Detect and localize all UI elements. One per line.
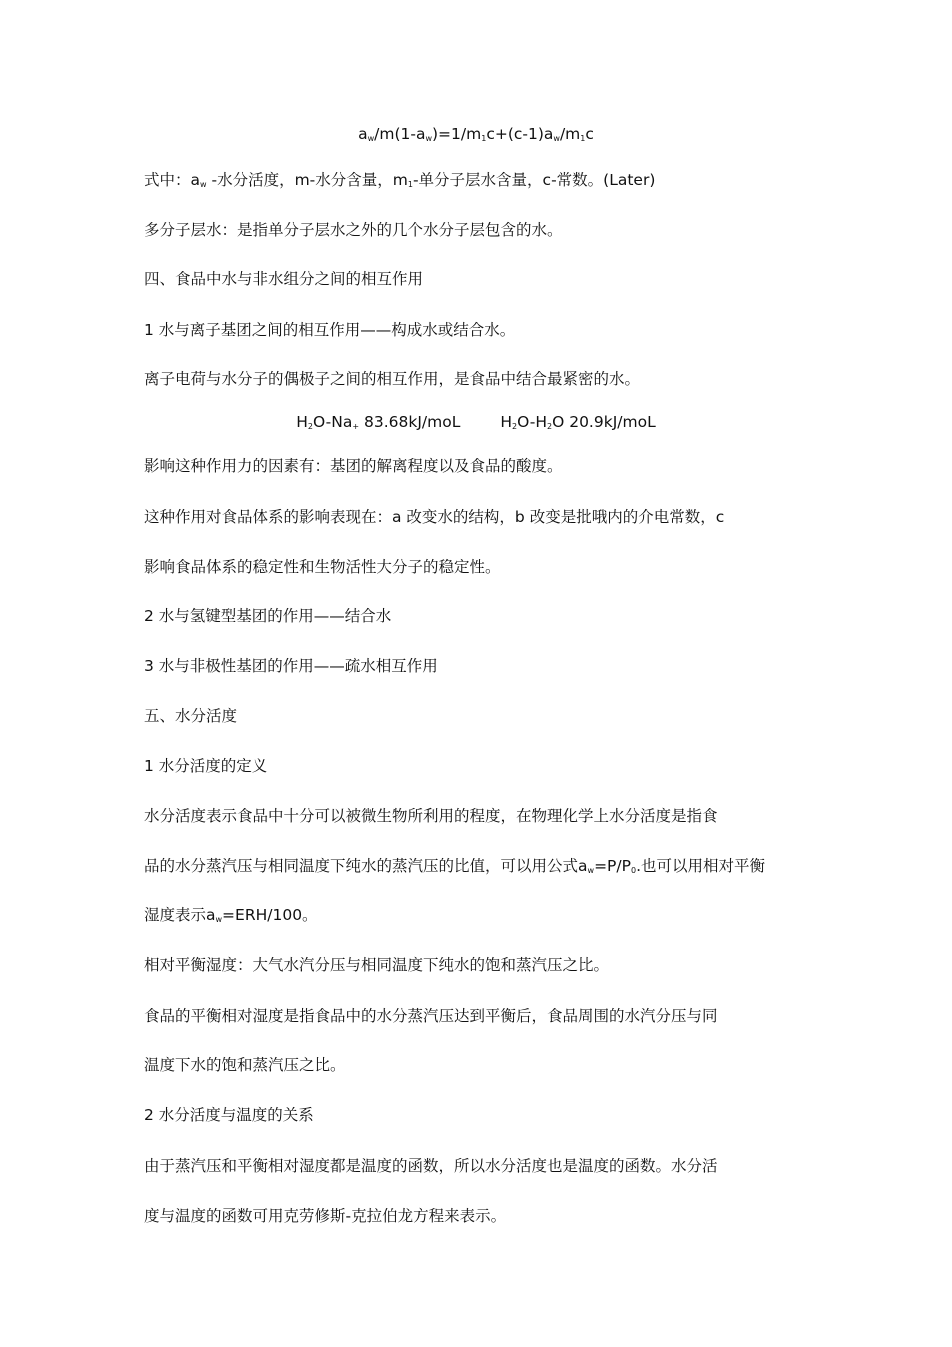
section-heading-interactions: 四、食品中水与非水组分之间的相互作用	[144, 270, 424, 288]
influencing-factors: 影响这种作用力的因素有：基团的解离程度以及食品的酸度。	[144, 457, 563, 475]
effects-line-1: 这种作用对食品体系的影响表现在：a 改变水的结构，b 改变是批哦内的介电常数，c	[144, 508, 725, 526]
subheading-definition: 1 水分活度的定义	[144, 757, 268, 775]
relative-humidity-definition: 相对平衡湿度：大气水汽分压与相同温度下纯水的饱和蒸汽压之比。	[144, 956, 610, 974]
energy-h2o: $H_2O-H_2O$ 20.9kJ/moL	[500, 413, 656, 431]
definition-line-3: 湿度表示$a_w=ERH/100$。	[144, 906, 318, 924]
energy-na: $H_2O-Na_+$ 83.68kJ/moL	[296, 413, 461, 431]
equation-legend: 式中：$a_w$ -水分活度，m-水分含量，$m_1-$单分子层水含量，c-常数。(Later)	[144, 171, 656, 189]
multilayer-water-definition: 多分子层水：是指单分子层水之外的几个水分子层包含的水。	[144, 221, 563, 239]
ion-interaction-description: 离子电荷与水分子的偶极子之间的相互作用，是食品中结合最紧密的水。	[144, 370, 641, 388]
bond-energy-line	[0, 412, 952, 432]
erh-line-1: 食品的平衡相对湿度是指食品中的水分蒸汽压达到平衡后，食品周围的水汽分压与同	[144, 1007, 718, 1025]
item-ion-interaction: 1 水与离子基团之间的相互作用——构成水或结合水。	[144, 321, 516, 339]
erh-line-2: 温度下水的饱和蒸汽压之比。	[144, 1056, 346, 1074]
definition-line-2: 品的水分蒸汽压与相同温度下纯水的蒸汽压的比值，可以用公式$a_w=P/P_0$.也可以用相对平衡	[144, 857, 765, 875]
temperature-line-2: 度与温度的函数可用克劳修斯-克拉伯龙方程来表示。	[144, 1207, 507, 1225]
item-hydrogen-bond: 2 水与氢键型基团的作用——结合水	[144, 607, 392, 625]
item-nonpolar: 3 水与非极性基团的作用——疏水相互作用	[144, 657, 438, 675]
section-heading-water-activity: 五、水分活度	[144, 707, 238, 725]
subheading-temperature: 2 水分活度与温度的关系	[144, 1106, 314, 1124]
definition-line-1: 水分活度表示食品中十分可以被微生物所利用的程度，在物理化学上水分活度是指食	[144, 807, 718, 825]
temperature-line-1: 由于蒸汽压和平衡相对湿度都是温度的函数，所以水分活度也是温度的函数。水分活	[144, 1157, 718, 1175]
effects-line-2: 影响食品体系的稳定性和生物活性大分子的稳定性。	[144, 558, 501, 576]
bet-equation: $a_w/m(1-a_w)=1/m_1c+(c-1)a_w/m_1c$	[358, 125, 594, 143]
